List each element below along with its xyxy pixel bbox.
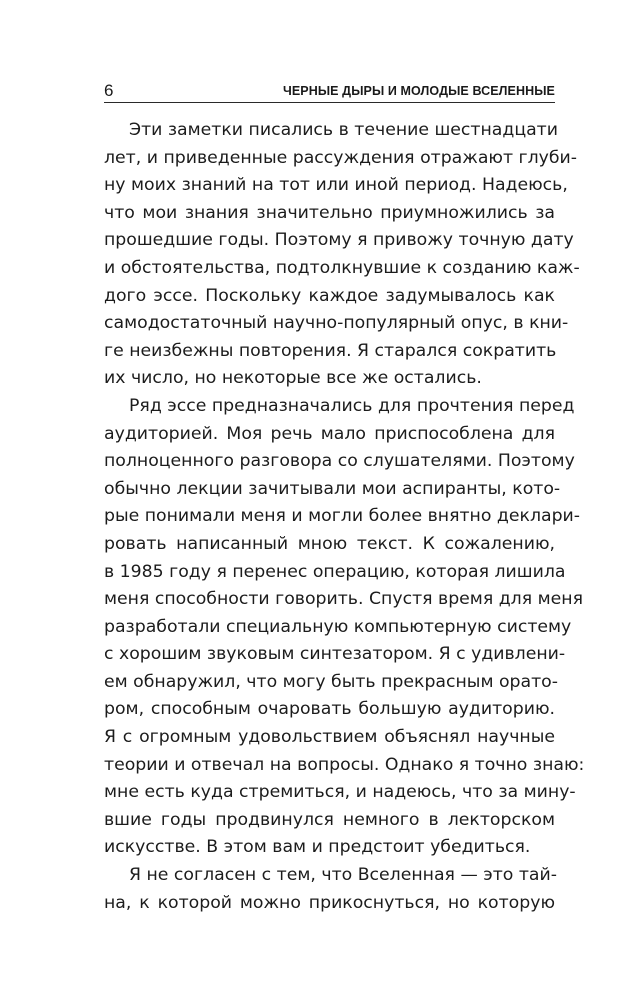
text-line: искусстве. В этом вам и предстоит убедиться.	[104, 837, 531, 858]
text-line: с хорошим звуковым синтезатором. Я с удивлени-	[104, 644, 566, 665]
text-line: теории и отвечал на вопросы. Однако я точно знаю:	[104, 754, 585, 775]
book-title: ЧЕРНЫЕ ДЫРЫ И МОЛОДЫЕ ВСЕЛЕННЫЕ	[282, 84, 555, 98]
text-line: ну моих знаний на тот или иной период. Надеюсь,	[104, 175, 568, 196]
running-head	[77, 80, 555, 104]
page-number: 6	[104, 81, 114, 100]
text-line: Ряд эссе предназначались для прочтения перед	[129, 395, 575, 416]
text-line: Эти заметки писались в течение шестнадцати	[129, 120, 558, 140]
text-line: лет, и приведенные рассуждения отражают глуби-	[104, 147, 578, 168]
text-line: их число, но некоторые все же остались.	[104, 368, 482, 389]
text-line: на, к которой можно прикоснуться, но которую	[104, 892, 555, 913]
text-line: ем обнаружил, что могу быть прекрасным орато-	[104, 671, 558, 692]
text-line: разработали специальную компьютерную систему	[104, 616, 572, 637]
text-line: самодостаточный научно-популярный опус, в кни-	[104, 313, 569, 334]
text-line: аудиторией. Моя речь мало приспособлена для	[104, 423, 555, 444]
header-rule	[104, 102, 555, 103]
text-line: и обстоятельства, подтолкнувшие к созданию каж-	[104, 257, 580, 278]
text-line: вшие годы продвинулся немного в лекторском	[104, 809, 555, 830]
text-line: что мои знания значительно приумножились за	[104, 202, 555, 223]
text-line: ром, способным очаровать большую аудиторию.	[104, 699, 555, 720]
text-line: ге неизбежны повторения. Я старался сократить	[104, 340, 557, 361]
text-line: в 1985 году я перенес операцию, которая лишила	[104, 561, 566, 582]
text-line: Я с огромным удовольствием объяснял научные	[104, 727, 555, 748]
body-text	[104, 117, 585, 917]
text-line: прошедшие годы. Поэтому я привожу точную дату	[104, 230, 574, 251]
text-line: мне есть куда стремиться, и надеюсь, что за мину-	[104, 782, 576, 803]
text-line: обычно лекции зачитывали мои аспиранты, кото-	[104, 478, 561, 499]
text-line: дого эссе. Поскольку каждое задумывалось как	[104, 285, 555, 306]
text-line: ровать написанный мною текст. К сожалению,	[104, 533, 555, 554]
text-line: Я не согласен с тем, что Вселенная — это тай-	[129, 865, 557, 886]
text-line: полноценного разговора со слушателями. Поэтому	[104, 451, 575, 472]
text-line: меня способности говорить. Спустя время для меня	[104, 589, 583, 610]
text-line: рые понимали меня и могли более внятно деклари-	[104, 506, 581, 527]
